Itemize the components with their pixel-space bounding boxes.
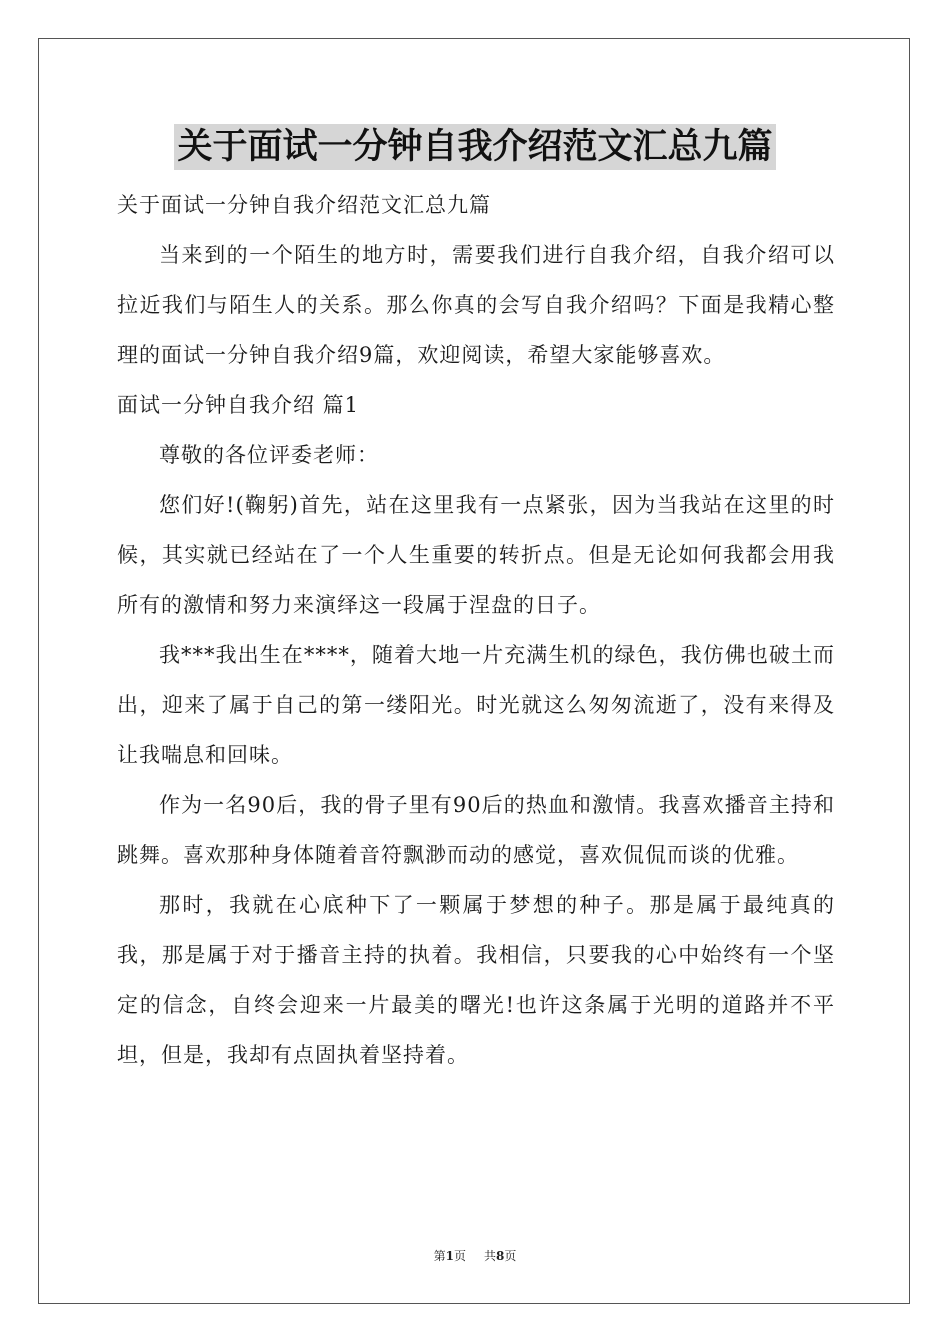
salutation-paragraph: 尊敬的各位评委老师： <box>159 443 379 467</box>
body-paragraph: 那时，我就在心底种下了一颗属于梦想的种子。那是属于最纯真的我，那是属于对于播音主持的执着。我相信，只要我的心中始终有一个坚定的信念，自终会迎来一片最美的曙光!也许这条属于光明的道路并不平坦，但是，我却有点固执着坚持着。 <box>117 893 835 1067</box>
total-suffix: 页 <box>504 1249 517 1263</box>
intro-paragraph: 当来到的一个陌生的地方时，需要我们进行自我介绍，自我介绍可以拉近我们与陌生人的关系。那么你真的会写自我介绍吗？下面是我精心整理的面试一分钟自我介绍9篇，欢迎阅读，希望大家能够喜欢。 <box>117 243 835 367</box>
subtitle-paragraph: 关于面试一分钟自我介绍范文汇总九篇 <box>117 193 491 217</box>
page-footer <box>0 1248 950 1264</box>
document-body <box>117 180 835 1080</box>
document-title: 关于面试一分钟自我介绍范文汇总九篇 <box>174 124 775 170</box>
page-current: 1 <box>445 1249 454 1263</box>
page-suffix: 页 <box>453 1249 466 1263</box>
total-prefix: 共 <box>484 1249 497 1263</box>
page-total: 8 <box>496 1249 505 1263</box>
section-heading: 面试一分钟自我介绍 篇1 <box>117 393 360 417</box>
page-prefix: 第 <box>433 1249 446 1263</box>
body-paragraph: 您们好!(鞠躬)首先，站在这里我有一点紧张，因为当我站在这里的时候，其实就已经站在了一个人生重要的转折点。但是无论如何我都会用我所有的激情和努力来演绎这一段属于涅盘的日子。 <box>117 493 835 617</box>
body-paragraph: 我***我出生在****，随着大地一片充满生机的绿色，我仿佛也破土而出，迎来了属于自己的第一缕阳光。时光就这么匆匆流逝了，没有来得及让我喘息和回味。 <box>117 643 835 767</box>
title-container <box>0 124 950 170</box>
body-paragraph: 作为一名90后，我的骨子里有90后的热血和激情。我喜欢播音主持和跳舞。喜欢那种身体随着音符飘渺而动的感觉，喜欢侃侃而谈的优雅。 <box>117 793 835 867</box>
